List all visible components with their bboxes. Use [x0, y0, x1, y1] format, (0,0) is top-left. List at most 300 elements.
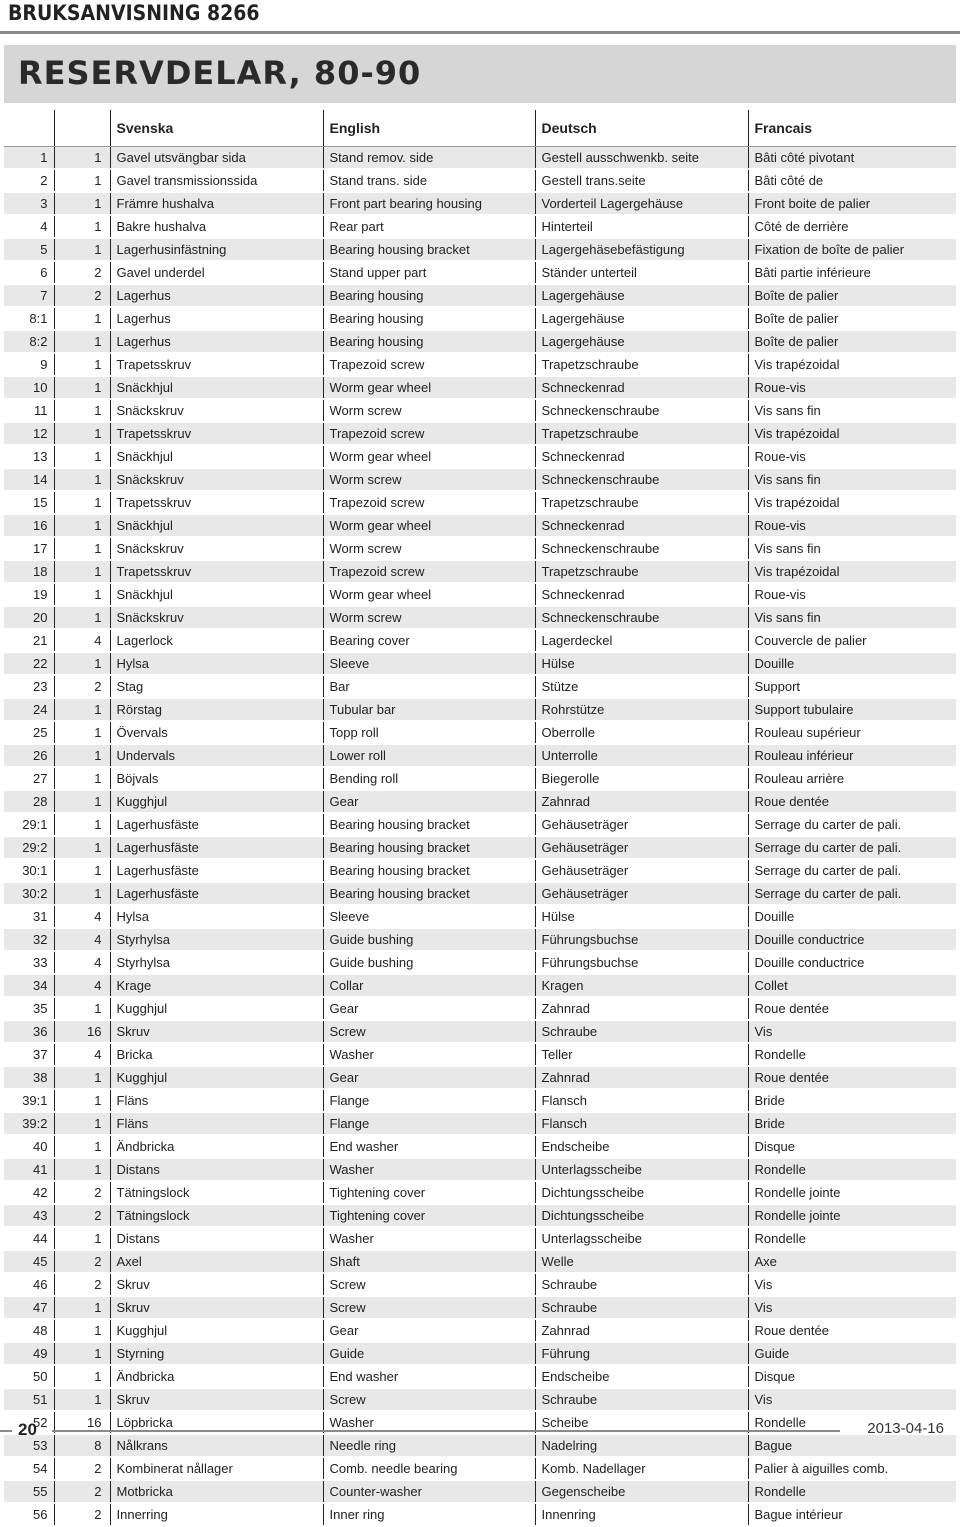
- cell-svenska: Snäckskruv: [110, 606, 323, 629]
- footer-rule-left: [0, 1430, 12, 1432]
- cell-position: 25: [4, 721, 54, 744]
- cell-svenska: Skruv: [110, 1296, 323, 1319]
- table-row: [4, 353, 956, 376]
- cell-svenska: Trapetsskruv: [110, 353, 323, 376]
- cell-francais: Vis: [748, 1020, 956, 1043]
- cell-svenska: Snäckhjul: [110, 583, 323, 606]
- cell-position: 34: [4, 974, 54, 997]
- cell-quantity: 2: [54, 675, 110, 698]
- cell-svenska: Skruv: [110, 1388, 323, 1411]
- cell-english: Washer: [323, 1411, 535, 1434]
- cell-position: 7: [4, 284, 54, 307]
- cell-english: Worm gear wheel: [323, 583, 535, 606]
- cell-francais: Front boite de palier: [748, 192, 956, 215]
- cell-quantity: 8: [54, 1434, 110, 1457]
- cell-quantity: 1: [54, 560, 110, 583]
- cell-english: End washer: [323, 1365, 535, 1388]
- cell-svenska: Trapetsskruv: [110, 422, 323, 445]
- column-header-deutsch: Deutsch: [535, 110, 748, 147]
- cell-position: 28: [4, 790, 54, 813]
- table-row: [4, 192, 956, 215]
- cell-english: Trapezoid screw: [323, 560, 535, 583]
- header-row: [4, 110, 956, 147]
- cell-position: 13: [4, 445, 54, 468]
- section-header: [4, 45, 956, 103]
- cell-svenska: Böjvals: [110, 767, 323, 790]
- cell-quantity: 1: [54, 376, 110, 399]
- cell-position: 1: [4, 147, 54, 170]
- cell-svenska: Fläns: [110, 1112, 323, 1135]
- table-row: [4, 698, 956, 721]
- cell-position: 18: [4, 560, 54, 583]
- cell-svenska: Fläns: [110, 1089, 323, 1112]
- cell-position: 17: [4, 537, 54, 560]
- cell-deutsch: Ständer unterteil: [535, 261, 748, 284]
- cell-english: Gear: [323, 790, 535, 813]
- cell-position: 19: [4, 583, 54, 606]
- cell-english: Stand remov. side: [323, 147, 535, 170]
- cell-quantity: 4: [54, 905, 110, 928]
- cell-position: 39:2: [4, 1112, 54, 1135]
- cell-position: 21: [4, 629, 54, 652]
- cell-deutsch: Gehäuseträger: [535, 882, 748, 905]
- cell-position: 43: [4, 1204, 54, 1227]
- cell-quantity: 2: [54, 1480, 110, 1503]
- cell-quantity: 1: [54, 192, 110, 215]
- cell-english: Bearing housing: [323, 307, 535, 330]
- cell-deutsch: Komb. Nadellager: [535, 1457, 748, 1480]
- cell-svenska: Lagerlock: [110, 629, 323, 652]
- table-row: [4, 813, 956, 836]
- cell-deutsch: Lagergehäsebefästigung: [535, 238, 748, 261]
- cell-quantity: 1: [54, 1365, 110, 1388]
- cell-francais: Rondelle jointe: [748, 1204, 956, 1227]
- cell-svenska: Lagerhus: [110, 284, 323, 307]
- cell-english: Screw: [323, 1296, 535, 1319]
- parts-table: [4, 110, 956, 1527]
- table-row: [4, 721, 956, 744]
- cell-quantity: 1: [54, 353, 110, 376]
- cell-deutsch: Schneckenrad: [535, 376, 748, 399]
- cell-quantity: 4: [54, 928, 110, 951]
- cell-svenska: Gavel transmissionssida: [110, 169, 323, 192]
- table-row: [4, 1089, 956, 1112]
- cell-francais: Roue dentée: [748, 1319, 956, 1342]
- cell-english: Bearing housing bracket: [323, 813, 535, 836]
- cell-francais: Roue dentée: [748, 997, 956, 1020]
- column-header-position: [4, 110, 54, 147]
- cell-quantity: 1: [54, 514, 110, 537]
- cell-position: 33: [4, 951, 54, 974]
- cell-english: Stand trans. side: [323, 169, 535, 192]
- cell-francais: Bague: [748, 1434, 956, 1457]
- cell-position: 5: [4, 238, 54, 261]
- cell-position: 36: [4, 1020, 54, 1043]
- cell-deutsch: Gestell ausschwenkb. seite: [535, 147, 748, 170]
- page-number: 20: [18, 1420, 37, 1439]
- cell-english: Bar: [323, 675, 535, 698]
- table-row: [4, 836, 956, 859]
- cell-francais: Vis: [748, 1273, 956, 1296]
- cell-svenska: Löpbricka: [110, 1411, 323, 1434]
- cell-deutsch: Zahnrad: [535, 1066, 748, 1089]
- cell-svenska: Gavel utsvängbar sida: [110, 147, 323, 170]
- cell-deutsch: Welle: [535, 1250, 748, 1273]
- cell-deutsch: Unterlagsscheibe: [535, 1158, 748, 1181]
- table-row: [4, 376, 956, 399]
- cell-francais: Bâti côté pivotant: [748, 147, 956, 170]
- cell-position: 20: [4, 606, 54, 629]
- section-title: RESERVDELAR, 80-90: [18, 54, 422, 92]
- cell-position: 46: [4, 1273, 54, 1296]
- cell-deutsch: Endscheibe: [535, 1365, 748, 1388]
- cell-francais: Bride: [748, 1089, 956, 1112]
- cell-francais: Vis sans fin: [748, 399, 956, 422]
- cell-quantity: 1: [54, 238, 110, 261]
- column-header-svenska: Svenska: [110, 110, 323, 147]
- cell-deutsch: Lagergehäuse: [535, 307, 748, 330]
- cell-svenska: Kombinerat nållager: [110, 1457, 323, 1480]
- cell-svenska: Nålkrans: [110, 1434, 323, 1457]
- cell-quantity: 1: [54, 836, 110, 859]
- cell-francais: Rondelle: [748, 1043, 956, 1066]
- table-row: [4, 997, 956, 1020]
- cell-deutsch: Trapetzschraube: [535, 491, 748, 514]
- table-row: [4, 652, 956, 675]
- cell-english: Gear: [323, 997, 535, 1020]
- cell-english: Tubular bar: [323, 698, 535, 721]
- cell-francais: Rondelle: [748, 1227, 956, 1250]
- table-row: [4, 859, 956, 882]
- cell-english: Washer: [323, 1227, 535, 1250]
- cell-francais: Serrage du carter de pali.: [748, 836, 956, 859]
- cell-svenska: Främre hushalva: [110, 192, 323, 215]
- cell-francais: Rondelle jointe: [748, 1181, 956, 1204]
- cell-svenska: Snäckhjul: [110, 376, 323, 399]
- cell-quantity: 1: [54, 399, 110, 422]
- cell-english: Collar: [323, 974, 535, 997]
- cell-quantity: 1: [54, 1296, 110, 1319]
- cell-english: Bearing housing bracket: [323, 882, 535, 905]
- cell-svenska: Lagerhusfäste: [110, 813, 323, 836]
- table-row: [4, 1020, 956, 1043]
- table-row: [4, 951, 956, 974]
- cell-francais: Vis: [748, 1388, 956, 1411]
- cell-francais: Guide: [748, 1342, 956, 1365]
- cell-francais: Douille: [748, 905, 956, 928]
- cell-position: 8:1: [4, 307, 54, 330]
- document-title: BRUKSANVISNING 8266: [8, 1, 260, 25]
- cell-deutsch: Gestell trans.seite: [535, 169, 748, 192]
- cell-deutsch: Rohrstütze: [535, 698, 748, 721]
- cell-english: Bearing housing bracket: [323, 836, 535, 859]
- cell-english: Sleeve: [323, 652, 535, 675]
- cell-francais: Serrage du carter de pali.: [748, 859, 956, 882]
- table-row: [4, 1181, 956, 1204]
- cell-francais: Douille conductrice: [748, 928, 956, 951]
- cell-svenska: Rörstag: [110, 698, 323, 721]
- cell-deutsch: Innenring: [535, 1503, 748, 1526]
- cell-english: Flange: [323, 1112, 535, 1135]
- cell-english: Gear: [323, 1066, 535, 1089]
- cell-deutsch: Trapetzschraube: [535, 560, 748, 583]
- cell-english: Tightening cover: [323, 1204, 535, 1227]
- cell-position: 35: [4, 997, 54, 1020]
- cell-deutsch: Biegerolle: [535, 767, 748, 790]
- cell-francais: Vis trapézoidal: [748, 353, 956, 376]
- cell-deutsch: Schneckenschraube: [535, 537, 748, 560]
- cell-position: 53: [4, 1434, 54, 1457]
- cell-position: 9: [4, 353, 54, 376]
- cell-position: 26: [4, 744, 54, 767]
- table-row: [4, 629, 956, 652]
- cell-francais: Vis sans fin: [748, 606, 956, 629]
- cell-english: Comb. needle bearing: [323, 1457, 535, 1480]
- cell-deutsch: Schneckenrad: [535, 514, 748, 537]
- cell-quantity: 1: [54, 606, 110, 629]
- cell-francais: Vis trapézoidal: [748, 422, 956, 445]
- cell-quantity: 1: [54, 1227, 110, 1250]
- cell-svenska: Kugghjul: [110, 997, 323, 1020]
- cell-quantity: 1: [54, 169, 110, 192]
- cell-francais: Fixation de boîte de palier: [748, 238, 956, 261]
- cell-deutsch: Schraube: [535, 1020, 748, 1043]
- cell-position: 3: [4, 192, 54, 215]
- table-row: [4, 422, 956, 445]
- cell-francais: Côté de derrière: [748, 215, 956, 238]
- cell-english: Stand upper part: [323, 261, 535, 284]
- cell-deutsch: Lagerdeckel: [535, 629, 748, 652]
- cell-francais: Support tubulaire: [748, 698, 956, 721]
- cell-english: Screw: [323, 1273, 535, 1296]
- cell-svenska: Krage: [110, 974, 323, 997]
- cell-quantity: 2: [54, 1204, 110, 1227]
- cell-deutsch: Trapetzschraube: [535, 422, 748, 445]
- cell-francais: Roue dentée: [748, 790, 956, 813]
- table-row: [4, 974, 956, 997]
- table-row: [4, 560, 956, 583]
- cell-position: 41: [4, 1158, 54, 1181]
- cell-svenska: Snäckhjul: [110, 445, 323, 468]
- cell-deutsch: Schraube: [535, 1296, 748, 1319]
- cell-francais: Rouleau inférieur: [748, 744, 956, 767]
- cell-deutsch: Schneckenschraube: [535, 468, 748, 491]
- cell-english: End washer: [323, 1135, 535, 1158]
- table-row: [4, 491, 956, 514]
- cell-english: Front part bearing housing: [323, 192, 535, 215]
- cell-english: Flange: [323, 1089, 535, 1112]
- cell-quantity: 1: [54, 698, 110, 721]
- table-row: [4, 1480, 956, 1503]
- cell-english: Trapezoid screw: [323, 353, 535, 376]
- cell-svenska: Trapetsskruv: [110, 491, 323, 514]
- cell-quantity: 1: [54, 744, 110, 767]
- cell-position: 23: [4, 675, 54, 698]
- cell-quantity: 1: [54, 307, 110, 330]
- cell-english: Worm gear wheel: [323, 376, 535, 399]
- footer-rule: [52, 1430, 840, 1432]
- cell-position: 52: [4, 1411, 54, 1434]
- cell-francais: Bâti partie inférieure: [748, 261, 956, 284]
- cell-english: Screw: [323, 1020, 535, 1043]
- table-row: [4, 1112, 956, 1135]
- cell-quantity: 1: [54, 330, 110, 353]
- cell-svenska: Snäckhjul: [110, 514, 323, 537]
- cell-quantity: 4: [54, 1043, 110, 1066]
- cell-position: 55: [4, 1480, 54, 1503]
- cell-svenska: Skruv: [110, 1020, 323, 1043]
- cell-svenska: Distans: [110, 1158, 323, 1181]
- cell-svenska: Lagerhus: [110, 307, 323, 330]
- cell-quantity: 2: [54, 1457, 110, 1480]
- table-row: [4, 330, 956, 353]
- cell-deutsch: Unterrolle: [535, 744, 748, 767]
- cell-francais: Serrage du carter de pali.: [748, 813, 956, 836]
- cell-english: Worm screw: [323, 468, 535, 491]
- cell-francais: Serrage du carter de pali.: [748, 882, 956, 905]
- cell-francais: Douille conductrice: [748, 951, 956, 974]
- cell-deutsch: Hülse: [535, 905, 748, 928]
- cell-english: Worm screw: [323, 606, 535, 629]
- cell-deutsch: Flansch: [535, 1112, 748, 1135]
- column-header-quantity: [54, 110, 110, 147]
- cell-english: Screw: [323, 1388, 535, 1411]
- cell-svenska: Innerring: [110, 1503, 323, 1526]
- cell-quantity: 1: [54, 882, 110, 905]
- cell-deutsch: Zahnrad: [535, 1319, 748, 1342]
- cell-english: Needle ring: [323, 1434, 535, 1457]
- cell-position: 12: [4, 422, 54, 445]
- table-row: [4, 1503, 956, 1526]
- table-row: [4, 1158, 956, 1181]
- cell-position: 39:1: [4, 1089, 54, 1112]
- cell-deutsch: Flansch: [535, 1089, 748, 1112]
- cell-quantity: 2: [54, 261, 110, 284]
- cell-francais: Bride: [748, 1112, 956, 1135]
- cell-francais: Disque: [748, 1365, 956, 1388]
- cell-francais: Boîte de palier: [748, 330, 956, 353]
- cell-position: 29:2: [4, 836, 54, 859]
- cell-svenska: Skruv: [110, 1273, 323, 1296]
- cell-svenska: Bricka: [110, 1043, 323, 1066]
- cell-svenska: Gavel underdel: [110, 261, 323, 284]
- cell-deutsch: Zahnrad: [535, 790, 748, 813]
- cell-deutsch: Zahnrad: [535, 997, 748, 1020]
- cell-svenska: Lagerhus: [110, 330, 323, 353]
- cell-svenska: Axel: [110, 1250, 323, 1273]
- cell-svenska: Bakre hushalva: [110, 215, 323, 238]
- table-row: [4, 1434, 956, 1457]
- cell-quantity: 1: [54, 583, 110, 606]
- cell-francais: Douille: [748, 652, 956, 675]
- cell-francais: Axe: [748, 1250, 956, 1273]
- table-row: [4, 514, 956, 537]
- table-row: [4, 169, 956, 192]
- cell-quantity: 1: [54, 445, 110, 468]
- table-row: [4, 147, 956, 170]
- cell-francais: Vis: [748, 1296, 956, 1319]
- parts-table-body: [4, 147, 956, 1527]
- cell-quantity: 16: [54, 1411, 110, 1434]
- cell-svenska: Kugghjul: [110, 1319, 323, 1342]
- table-row: [4, 1066, 956, 1089]
- table-row: [4, 399, 956, 422]
- cell-quantity: 1: [54, 652, 110, 675]
- cell-deutsch: Schraube: [535, 1388, 748, 1411]
- cell-francais: Boîte de palier: [748, 284, 956, 307]
- cell-deutsch: Gehäuseträger: [535, 859, 748, 882]
- cell-english: Gear: [323, 1319, 535, 1342]
- table-row: [4, 284, 956, 307]
- cell-deutsch: Vorderteil Lagergehäuse: [535, 192, 748, 215]
- cell-position: 56: [4, 1503, 54, 1526]
- cell-english: Guide bushing: [323, 951, 535, 974]
- cell-quantity: 1: [54, 1342, 110, 1365]
- cell-position: 42: [4, 1181, 54, 1204]
- cell-deutsch: Unterlagsscheibe: [535, 1227, 748, 1250]
- cell-deutsch: Führungsbuchse: [535, 951, 748, 974]
- cell-position: 49: [4, 1342, 54, 1365]
- cell-deutsch: Schneckenrad: [535, 445, 748, 468]
- table-row: [4, 606, 956, 629]
- cell-deutsch: Endscheibe: [535, 1135, 748, 1158]
- parts-table-header: [4, 110, 956, 147]
- table-row: [4, 928, 956, 951]
- table-row: [4, 1227, 956, 1250]
- cell-quantity: 1: [54, 1319, 110, 1342]
- cell-svenska: Styrhylsa: [110, 928, 323, 951]
- cell-english: Rear part: [323, 215, 535, 238]
- cell-quantity: 1: [54, 422, 110, 445]
- table-row: [4, 445, 956, 468]
- cell-svenska: Lagerhusfäste: [110, 882, 323, 905]
- table-row: [4, 1342, 956, 1365]
- cell-position: 11: [4, 399, 54, 422]
- cell-position: 44: [4, 1227, 54, 1250]
- table-row: [4, 675, 956, 698]
- cell-position: 30:1: [4, 859, 54, 882]
- table-row: [4, 583, 956, 606]
- cell-francais: Roue dentée: [748, 1066, 956, 1089]
- cell-svenska: Stag: [110, 675, 323, 698]
- table-row: [4, 1204, 956, 1227]
- cell-svenska: Tätningslock: [110, 1204, 323, 1227]
- table-row: [4, 1135, 956, 1158]
- cell-english: Guide: [323, 1342, 535, 1365]
- cell-english: Sleeve: [323, 905, 535, 928]
- cell-deutsch: Hinterteil: [535, 215, 748, 238]
- cell-quantity: 1: [54, 537, 110, 560]
- cell-quantity: 4: [54, 951, 110, 974]
- cell-position: 51: [4, 1388, 54, 1411]
- cell-english: Inner ring: [323, 1503, 535, 1526]
- cell-svenska: Styrning: [110, 1342, 323, 1365]
- cell-svenska: Undervals: [110, 744, 323, 767]
- cell-francais: Rouleau arrière: [748, 767, 956, 790]
- cell-francais: Bâti côté de: [748, 169, 956, 192]
- cell-quantity: 2: [54, 1273, 110, 1296]
- cell-francais: Roue-vis: [748, 376, 956, 399]
- cell-english: Worm gear wheel: [323, 514, 535, 537]
- cell-english: Lower roll: [323, 744, 535, 767]
- cell-francais: Rondelle: [748, 1411, 956, 1434]
- cell-deutsch: Gehäuseträger: [535, 836, 748, 859]
- cell-quantity: 1: [54, 813, 110, 836]
- cell-english: Trapezoid screw: [323, 491, 535, 514]
- table-row: [4, 790, 956, 813]
- table-row: [4, 468, 956, 491]
- cell-position: 27: [4, 767, 54, 790]
